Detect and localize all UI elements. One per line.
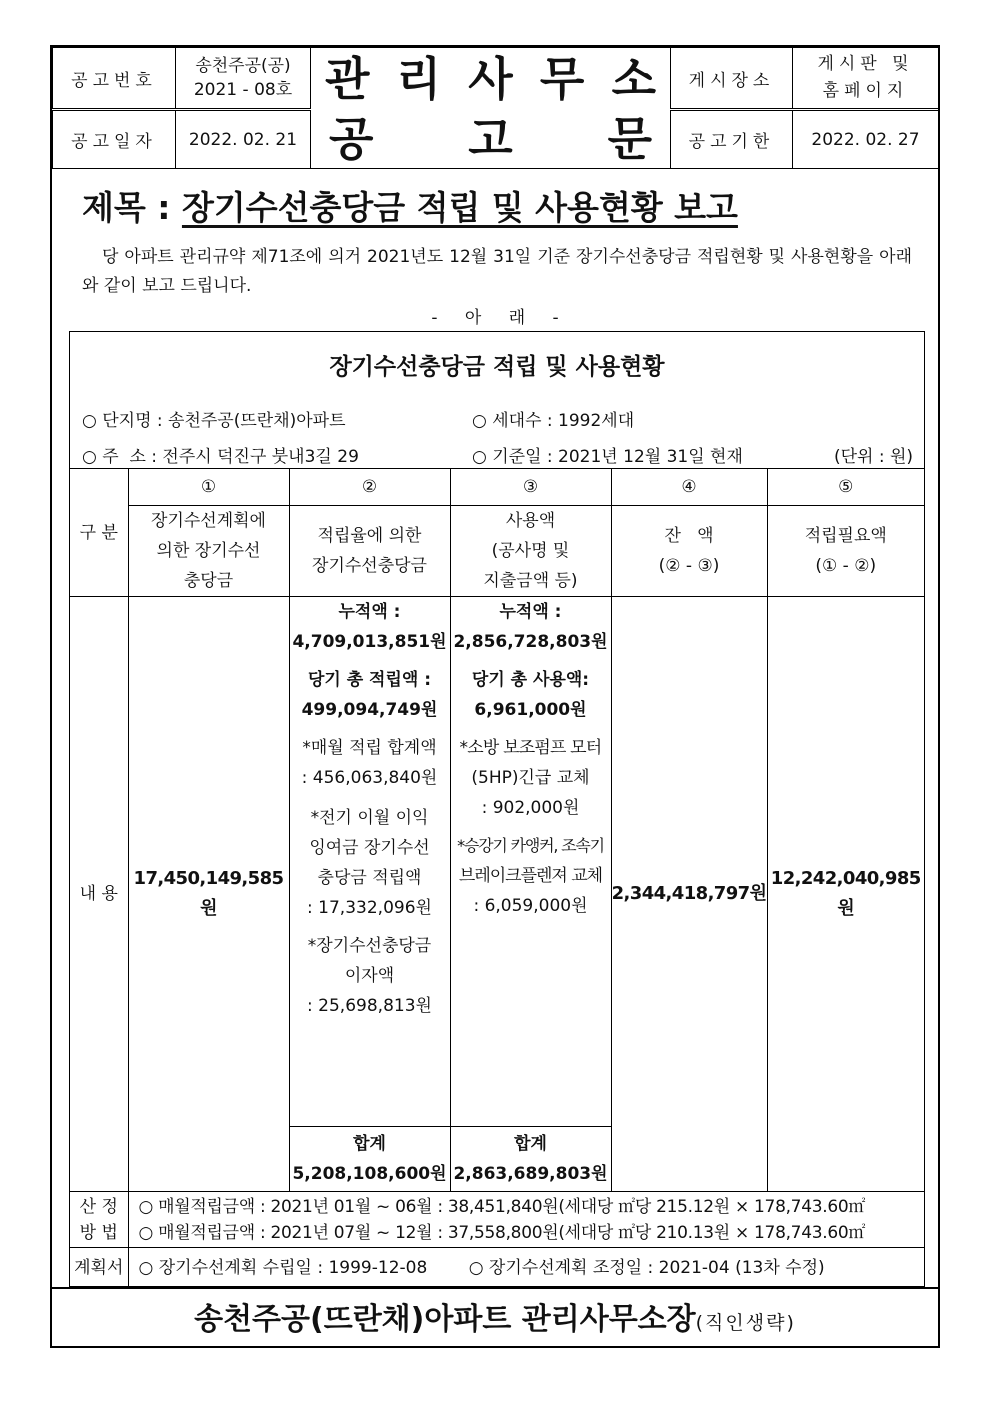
balance-value: 2,344,418,797원 [611,597,767,1192]
col4-header [611,506,767,597]
period-total-value: 499,094,749원 [301,700,438,720]
notice-date-value: 2022. 02. 21 [176,110,311,169]
notice-heading [311,110,671,169]
office-char: 관 [325,51,370,106]
title-prefix: 제목 : [82,188,182,227]
col3-header-line: 지출금액 등) [483,571,578,591]
plan-label: 계획서 [70,1248,128,1288]
household-count: ○ 세대수 : 1992세대 [472,411,635,431]
col-num: ⑤ [767,469,924,506]
col5-header-line: 적립필요액 [804,526,887,546]
detail-line: *소방 보조펌프 모터 [459,738,602,758]
col5-header [767,506,924,597]
office-heading-text [311,50,670,108]
detail-line: 잉여금 장기수선 [309,838,430,858]
office-heading [311,48,671,110]
intro-paragraph: 당 아파트 관리규약 제71조에 의거 2021년도 12월 31일 기준 장기수선충당금 적립현황 및 사용현황을 아래와 같이 보고 드립니다. [82,247,912,296]
office-char: 리 [396,51,442,106]
col2-header [289,506,450,597]
detail-line: : 25,698,813원 [307,996,432,1016]
detail-line: : 456,063,840원 [301,768,438,788]
notice-no-label: 공고번호 [53,48,176,110]
method-label [70,1192,128,1248]
method-detail [128,1192,924,1248]
sum-label: 합계 [353,1134,386,1154]
naeyong-label: 내 용 [70,597,128,1192]
method-line: ○ 매월적립금액 : 2021년 07월 ~ 12월 : 37,558,800원(세대당 ㎡당 210.13원 × 178,743.60㎡ [138,1222,866,1243]
detail-line: *매월 적립 합계액 [302,738,437,758]
method-line: ○ 매월적립금액 : 2021년 01월 ~ 06월 : 38,451,840원(세대당 ㎡당 215.12원 × 178,743.60㎡ [138,1196,866,1217]
complex-name: ○ 단지명 : 송천주공(뜨란채)아파트 [82,411,346,431]
seal-omitted-note: (직인생략) [695,1312,796,1334]
col-num: ④ [611,469,767,506]
col1-header-line: 의한 장기수선 [156,541,261,561]
plan-detail [128,1248,924,1288]
period-total-label: 당기 총 적립액 : [307,670,432,690]
sum-value: 2,863,689,803원 [453,1164,608,1184]
address: ○ 주 소 : 전주시 덕진구 붓내3길 29 [82,447,359,467]
col3-header-line: (공사명 및 [491,541,570,561]
method-label-line: 방 법 [79,1222,118,1243]
col1-header-line: 장기수선계획에 [151,511,266,531]
plan-established: ○ 장기수선계획 수립일 : 1999-12-08 [138,1257,428,1278]
sum-value: 5,208,108,600원 [292,1164,447,1184]
detail-line: *승강기 카앵커, 조속기 [457,836,604,855]
notice-char: 고 [468,111,513,166]
detail-item [290,803,450,923]
plan-adjusted: ○ 장기수선계획 조정일 : 2021-04 (13차 수정) [468,1257,825,1278]
accumulated-fund-detail [289,597,450,1127]
accumulated-sum [289,1127,450,1192]
notice-char: 공 [329,111,374,166]
notice-header-table [52,47,939,169]
method-label-line: 산 정 [79,1196,118,1217]
col3-header [450,506,611,597]
detail-line: *장기수선충당금 [307,936,432,956]
cumulative-label: 누적액 : [499,602,562,622]
report-box [69,331,925,1287]
deadline-label: 공고기한 [671,110,793,169]
col1-header [128,506,289,597]
notice-heading-text [311,110,670,168]
deadline-value: 2022. 02. 27 [793,110,939,169]
gubun-label: 구 분 [70,469,128,597]
col1-header-line: 충당금 [183,571,234,591]
detail-line: *전기 이월 이익 [310,808,429,828]
notice-no-line1: 송천주공(공) [195,56,291,77]
detail-line: : 6,059,000원 [473,896,588,916]
posting-place-label: 게시장소 [671,48,793,110]
title-text: 장기수선충당금 적립 및 사용현황 보고 [181,188,738,227]
cumulative-value: 4,709,013,851원 [292,632,447,652]
col2-header-line: 장기수선충당금 [312,556,427,576]
col-num: ① [128,469,289,506]
notice-no-line2: 2021 - 08호 [193,80,293,101]
period-total-value: 6,961,000원 [474,700,587,720]
col3-header-line: 사용액 [505,511,556,531]
col4-header-line: (② - ③) [658,556,720,576]
notice-no-value [176,48,311,110]
office-char: 무 [539,51,585,106]
posting-place-line2: 홈페이지 [822,81,909,102]
fund-table [70,468,924,1288]
base-date: ○ 기준일 : 2021년 12월 31일 현재 [472,447,743,467]
required-fund-value: 12,242,040,985원 [767,597,924,1192]
usage-sum [450,1127,611,1192]
unit-note: (단위 : 원) [834,447,914,467]
col-num: ② [289,469,450,506]
cumulative-label: 누적액 : [338,602,401,622]
report-title: 장기수선충당금 적립 및 사용현황 [329,354,665,380]
posting-place-line1: 게시판 및 [817,54,914,75]
detail-line: 브레이크플렌져 교체 [458,866,603,886]
detail-line: 이자액 [344,966,395,986]
notice-date-label: 공고일자 [53,110,176,169]
detail-item [290,733,450,793]
office-char: 사 [468,51,513,106]
notice-document [50,45,940,1348]
col4-header-line: 잔 액 [664,526,714,546]
sum-label: 합계 [514,1134,547,1154]
detail-line: 충당금 적립액 [317,868,422,888]
usage-detail [450,597,611,1127]
period-total-label: 당기 총 사용액: [471,670,590,690]
document-title [82,182,738,229]
detail-item [290,931,450,1021]
posting-place-value [793,48,939,110]
col2-header-line: 적립율에 의한 [317,526,422,546]
below-marker: - 아 래 - [431,308,559,328]
detail-line: (5HP)긴급 교체 [471,768,590,788]
office-char: 소 [611,51,656,106]
detail-line: : 17,332,096원 [307,898,432,918]
detail-item [451,831,611,921]
signature-line [52,1287,938,1348]
detail-item [451,733,611,823]
col5-header-line: (① - ②) [815,556,877,576]
col-num: ③ [450,469,611,506]
detail-line: : 902,000원 [481,798,580,818]
cumulative-value: 2,856,728,803원 [453,632,608,652]
planned-fund-value: 17,450,149,585원 [128,597,289,1192]
notice-char: 문 [607,111,652,166]
manager-title: 송천주공(뜨란채)아파트 관리사무소장 [194,1302,696,1337]
